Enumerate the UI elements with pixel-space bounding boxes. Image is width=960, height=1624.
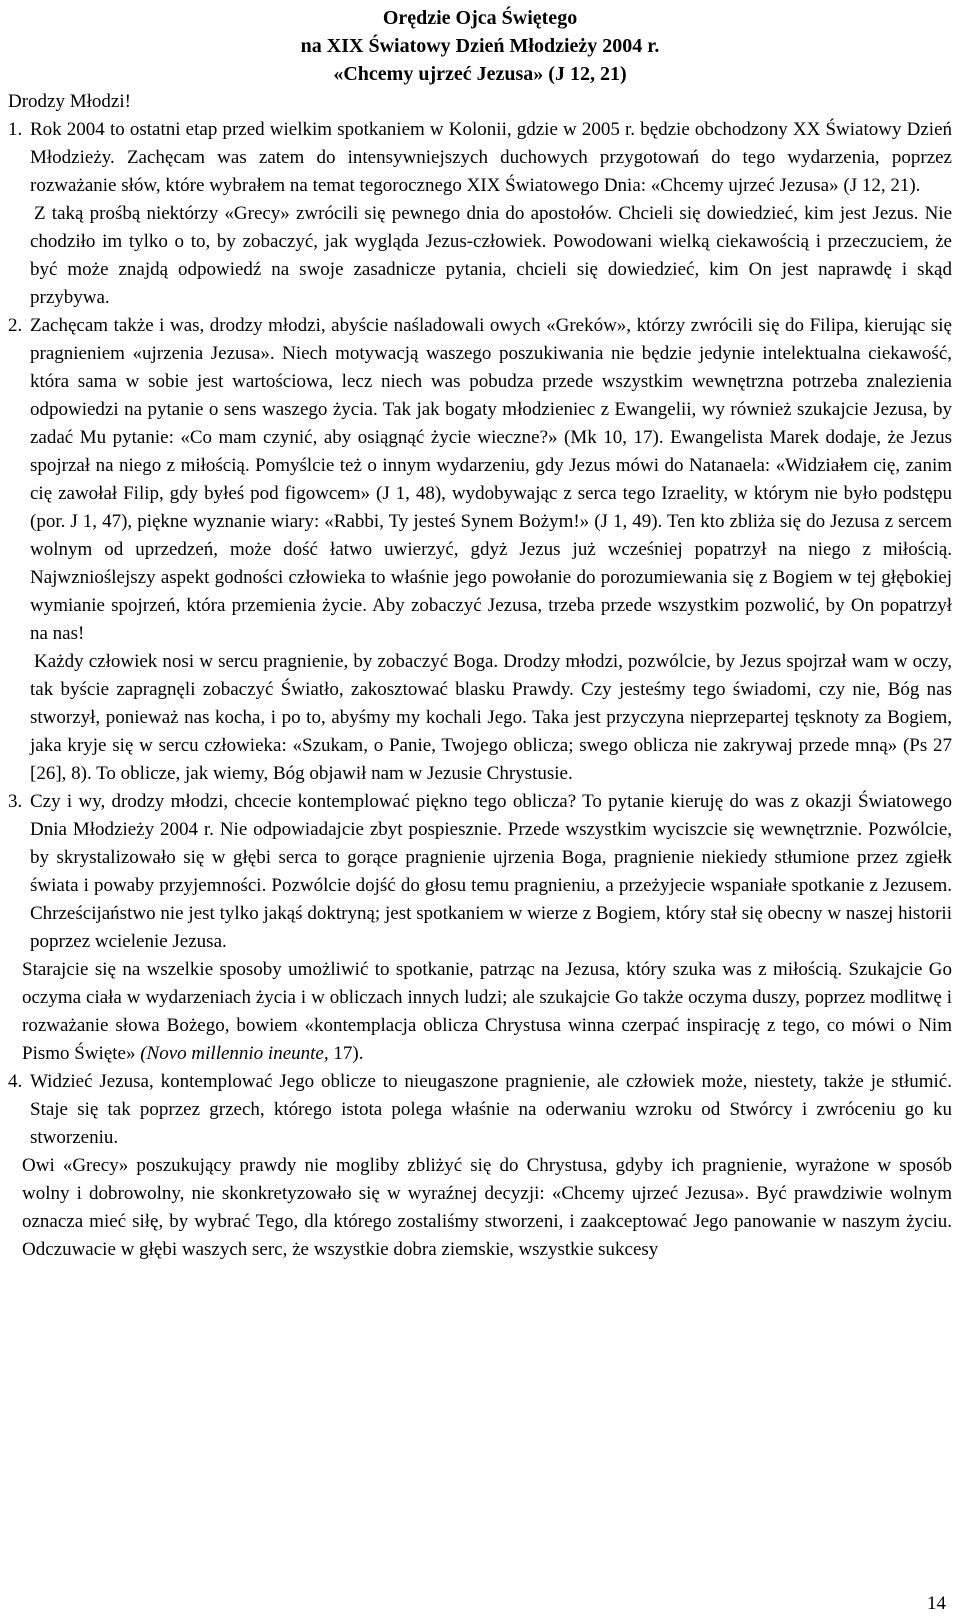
citation-italic: (Novo millennio ineunte, [140,1043,329,1064]
document-body [8,88,952,1264]
paragraph [22,956,952,1068]
paragraph: Zachęcam także i was, drodzy młodzi, abyście naśladowali owych «Greków», którzy zwrócili się do Filipa, kierując się pragnieniem «ujrzenia Jezusa». Niech motywacją waszego poszukiwania nie będzie jedynie intelektualna ciekawość, która sama w sobie jest wartościowa, lecz niech was pobudza przede wszystkim wewnętrzna potrzeba znalezienia odpowiedzi na pytanie o sens waszego życia. Tak jak bogaty młodzieniec z Ewangelii, wy również szukajcie Jezusa, by zadać Mu pytanie: «Co mam czynić, aby osiągnąć życie wieczne?» (Mk 10, 17). Ewangelista Marek dodaje, że Jezus spojrzał na niego z miłością. Pomyślcie też o innym wydarzeniu, gdy Jezus mówi do Natanaela: «Widziałem cię, zanim cię zawołał Filip, gdy byłeś pod figowcem» (J 1, 48), wydobywając z serca tego Izraelity, w którym nie było podstępu (por. J 1, 47), piękne wyznanie wiary: «Rabbi, Ty jesteś Synem Bożym!» (J 1, 49). Ten kto zbliża się do Jezusa z sercem wolnym od uprzedzeń, może dość łatwo uwierzyć, gdyż Jezus już wcześniej popatrzył na niego z miłością. Najwznioślejszy aspekt godności człowieka to właśnie jego powołanie do porozumiewania się z Bogiem w tej głębokiej wymianie spojrzeń, która przemienia życie. Aby zobaczyć Jezusa, trzeba przede wszystkim pozwolić, by On popatrzył na nas! [30,315,952,644]
section-3 [8,788,952,956]
paragraph: Czy i wy, drodzy młodzi, chcecie kontemplować piękno tego oblicza? To pytanie kieruję do was z okazji Światowego Dnia Młodzieży 2004 r. Nie odpowiadajcie zbyt pospiesznie. Przede wszystkim wyciszcie się wewnętrznie. Pozwólcie, by skrystalizowało się w głębi serca to gorące pragnienie ujrzenia Boga, pragnienie niekiedy stłumione przez zgiełk świata i powaby przyjemności. Pozwólcie dojść do głosu temu pragnieniu, a przeżyjecie wspaniałe spotkanie z Jezusem. Chrześcijaństwo nie jest tylko jakąś doktryną; jest spotkaniem w wierze z Bogiem, który stał się obecny w naszej historii poprzez wcielenie Jezusa. [30,791,952,952]
paragraph: Owi «Grecy» poszukujący prawdy nie mogliby zbliżyć się do Chrystusa, gdyby ich pragnienie, wyrażone w sposób wolny i dobrowolny, nie skonkretyzowało się w wyraźnej decyzji: «Chcemy ujrzeć Jezusa». Być prawdziwie wolnym oznacza mieć siłę, by wybrać Tego, dla którego zostaliśmy stworzeni, i zaakceptować Jego panowanie w naszym życiu. Odczuwacie w głębi waszych serc, że wszystkie dobra ziemskie, wszystkie sukcesy [22,1155,952,1260]
title-line-1: Orędzie Ojca Świętego [382,7,578,29]
section-number: 3. [8,791,23,812]
paragraph-text: Starajcie się na wszelkie sposoby umożliwić to spotkanie, patrząc na Jezusa, który szuka was z miłością. Szukajcie Go oczyma ciała w wydarzeniach życia i w obliczach innych ludzi; ale szukajcie Go także oczyma duszy, poprzez modlitwę i rozważanie słowa Bożego, bowiem «kontemplacja oblicza Chrystusa winna czerpać inspirację z tego, co mówi o Nim Pismo Święte» [22,959,952,1064]
paragraph: Widzieć Jezusa, kontemplować Jego oblicze to nieugaszone pragnienie, ale człowiek może, niestety, także je stłumić. Staje się tak poprzez grzech, którego istota polega właśnie na oderwaniu wzroku od Stwórcy i zwróceniu go ku stworzeniu. [30,1071,952,1148]
paragraph: Rok 2004 to ostatni etap przed wielkim spotkaniem w Kolonii, gdzie w 2005 r. będzie obchodzony XX Światowy Dzień Młodzieży. Zachęcam was zatem do intensywniejszych duchowych przygotowań do tego wydarzenia, poprzez rozważanie słów, które wybrałem na temat tegorocznego XIX Światowego Dnia: «Chcemy ujrzeć Jezusa» (J 12, 21). [30,119,952,196]
document-title [0,4,960,88]
section-1 [8,116,952,200]
citation-end: 17). [328,1043,364,1064]
section-4 [8,1068,952,1152]
title-line-3: «Chcemy ujrzeć Jezusa» (J 12, 21) [333,63,627,85]
section-number: 2. [8,315,23,336]
paragraph: Każdy człowiek nosi w sercu pragnienie, by zobaczyć Boga. Drodzy młodzi, pozwólcie, by Jezus spojrzał wam w oczy, tak byście zapragnęli zobaczyć Światło, zakosztować blasku Prawdy. Czy jesteśmy tego świadomi, czy nie, Bóg nas stworzył, ponieważ nas kocha, i po to, abyśmy my kochali Jego. Taka jest przyczyna nieprzepartej tęsknoty za Bogiem, jaka kryje się w sercu człowieka: «Szukam, o Panie, Twojego oblicza; swego oblicza nie zakrywaj przede mną» (Ps 27 [26], 8). To oblicze, jak wiemy, Bóg objawił nam w Jezusie Chrystusie. [30,651,952,784]
page-number: 14 [927,1593,946,1614]
section-2 [8,312,952,648]
paragraph: Z taką prośbą niektórzy «Grecy» zwrócili się pewnego dnia do apostołów. Chcieli się dowiedzieć, kim jest Jezus. Nie chodziło im tylko o to, by zobaczyć, jak wygląda Jezus-człowiek. Powodowani wielką ciekawością i przeczuciem, że być może znajdą odpowiedź na swoje zasadnicze pytania, chcieli się dowiedzieć, kim On jest naprawdę i skąd przybywa. [30,203,952,308]
section-number: 1. [8,119,23,140]
title-line-2: na XIX Światowy Dzień Młodzieży 2004 r. [300,35,660,57]
greeting: Drodzy Młodzi! [8,91,131,112]
section-number: 4. [8,1071,23,1092]
